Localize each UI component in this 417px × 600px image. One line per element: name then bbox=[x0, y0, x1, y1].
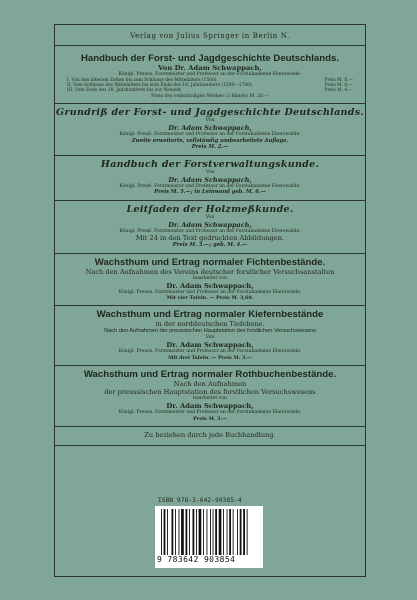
volume-row: III. Vom Ende des 18. Jahrhunderts bis zur Neuzeit. Preis M. 4.— bbox=[67, 88, 353, 94]
book-price: Preis M. 5.—; in Leinwand geb. M. 6.— bbox=[154, 189, 266, 196]
book-title: Handbuch der Forst- und Jagdgeschichte Deutschlands. bbox=[80, 53, 339, 64]
barcode-bar bbox=[161, 509, 162, 555]
book-von: Von bbox=[205, 118, 215, 124]
book-edition: Zweite erweiterte, vollständig umbearbeitete Auflage. bbox=[131, 138, 289, 145]
volume-row: II. Vom Schlusse des Mittelalters bis zum Ende des 18. Jahrhunderts (1500—1780). Preis M. 8.— bbox=[67, 83, 353, 89]
book-title: Wachsthum und Ertrag normaler Rothbuchenbestände. bbox=[83, 369, 337, 381]
book-von: Von bbox=[205, 169, 215, 175]
book-affiliation: Königl. Preuss. Forstmeister und Professor an der Forstakademie Eberswalde. bbox=[118, 289, 302, 295]
barcode-bar bbox=[181, 509, 184, 555]
book-affiliation: Königl. Preuss. Forstmeister und Professor an der Forstakademie Eberswalde. bbox=[118, 349, 302, 355]
book-subtitle: in der norddeutschen Tiefebene. bbox=[155, 320, 265, 329]
book-price: Preis M. 3.— bbox=[193, 415, 227, 422]
book-author: Dr. Adam Schwappach, bbox=[168, 175, 252, 184]
book-title: Wachsthum und Ertrag normaler Fichtenbestände. bbox=[94, 256, 326, 268]
book-affiliation: Königl. Preuss. Forstmeister und Professor an der Forstakademie Eberswalde. bbox=[118, 72, 302, 77]
book-subtitle: Nach den Aufnahmen bbox=[173, 380, 247, 389]
book-subtitle-2: der preussischen Hauptstation des forstlichen Versuchswesens bbox=[104, 388, 316, 397]
book-entry-5 bbox=[55, 254, 365, 307]
barcode-bar bbox=[199, 509, 202, 555]
barcode-bar bbox=[172, 509, 174, 555]
book-price: Preis M. 2.— bbox=[191, 144, 229, 151]
book-bearbeitet: bearbeitet von bbox=[193, 275, 227, 281]
book-affiliation: Königl. Preuß. Forstmeister und Professor an der Forstakademie Eberswalde. bbox=[119, 183, 301, 189]
barcode-bar bbox=[240, 509, 242, 555]
book-total-price: Preis des vollständigen Werkes (3 Bände) M. 20.— bbox=[151, 93, 269, 99]
book-author: Dr. Adam Schwappach, bbox=[168, 220, 252, 229]
book-illustrations: Mit 24 in den Text gedruckten Abbildungen. bbox=[135, 234, 285, 243]
book-entry-4 bbox=[55, 201, 365, 254]
book-subtitle: Nach den Aufnahmen des Vereins deutscher forstlicher Versuchsanstalten bbox=[85, 267, 335, 276]
book-affiliation: Königl. Preuß. Forstmeister und Professor an der Forstakademie Eberswalde. bbox=[119, 228, 301, 234]
availability-note: Zu beziehen durch jede Buchhandlung. bbox=[55, 427, 365, 446]
book-title: Leitfaden der Holzmeßkunde. bbox=[126, 203, 294, 215]
book-entry-6 bbox=[55, 306, 365, 366]
barcode-bar bbox=[215, 509, 217, 555]
barcode-digits: 9 783642 903854 bbox=[157, 555, 236, 564]
book-entry-1 bbox=[55, 50, 365, 104]
advert-frame bbox=[54, 24, 366, 577]
book-price: Mit drei Tafeln. — Preis M. 3.— bbox=[168, 355, 252, 362]
book-author: Dr. Adam Schwappach, bbox=[168, 124, 252, 133]
book-affiliation: Königl. Preuss. Forstmeister und Professor an der Forstakademie Eberswalde. bbox=[118, 409, 302, 415]
barcode-bar bbox=[247, 509, 248, 555]
volume-row: I. Von den ältesten Zeiten bis zum Schlusse des Mittelalters (1500). Preis M. 8.— bbox=[67, 77, 353, 83]
book-title: Handbuch der Forstverwaltungskunde. bbox=[100, 158, 320, 170]
book-price: Mit vier Tafeln. — Preis M. 3,60. bbox=[166, 295, 254, 302]
barcode-bar bbox=[196, 509, 197, 555]
barcode-bar bbox=[223, 509, 224, 555]
book-affiliation: Königl. Preuß. Forstmeister und Professor an der Forstakademie Eberswalde. bbox=[119, 132, 301, 138]
book-entry-2 bbox=[55, 104, 365, 155]
barcode-bar bbox=[167, 509, 168, 555]
barcode-bar bbox=[243, 509, 245, 555]
publisher-line: Verlag von Julius Springer in Berlin N. bbox=[55, 30, 365, 46]
book-author: Von Dr. Adam Schwappach, bbox=[158, 64, 262, 72]
book-price: Preis M. 3.—; geb. M. 4.— bbox=[172, 242, 248, 249]
book-entry-7 bbox=[55, 366, 365, 427]
barcode-bar bbox=[227, 509, 228, 555]
barcode-bar bbox=[233, 509, 234, 555]
book-entry-3 bbox=[55, 156, 365, 201]
book-author: Dr. Adam Schwappach, bbox=[166, 401, 254, 410]
barcode-bar bbox=[193, 509, 195, 555]
book-title: Grundriß der Forst- und Jagdgeschichte Deutschlands. bbox=[56, 107, 364, 119]
isbn-label: ISBN 978-3-642-90385-4 bbox=[158, 497, 242, 504]
book-von: Von bbox=[205, 335, 215, 341]
barcode-bar bbox=[237, 509, 238, 555]
volume-list bbox=[55, 78, 365, 94]
book-author: Dr. Adam Schwappach, bbox=[166, 341, 254, 350]
barcode-bar bbox=[219, 509, 222, 555]
book-von: Von bbox=[205, 214, 215, 220]
barcode-bar bbox=[189, 509, 190, 555]
barcode-bar bbox=[203, 509, 204, 555]
barcode-bar bbox=[164, 509, 166, 555]
barcode-bar bbox=[207, 509, 208, 555]
barcode bbox=[155, 506, 263, 568]
barcode-bar bbox=[229, 509, 231, 555]
book-subtitle-2: Nach den Aufnahmen der preussischen Hauptstation des forstlichen Versuchswesens bbox=[104, 328, 316, 335]
barcode-bar bbox=[186, 509, 188, 555]
book-author: Dr. Adam Schwappach, bbox=[166, 281, 254, 290]
book-bearbeitet: bearbeitet von bbox=[193, 396, 227, 402]
barcode-bar bbox=[213, 509, 214, 555]
barcode-bar bbox=[210, 509, 211, 555]
book-title: Wachsthum und Ertrag normaler Kiefernbestände bbox=[96, 309, 324, 321]
barcode-bar bbox=[179, 509, 180, 555]
barcode-bar bbox=[175, 509, 176, 555]
barcode-bars bbox=[160, 509, 258, 555]
